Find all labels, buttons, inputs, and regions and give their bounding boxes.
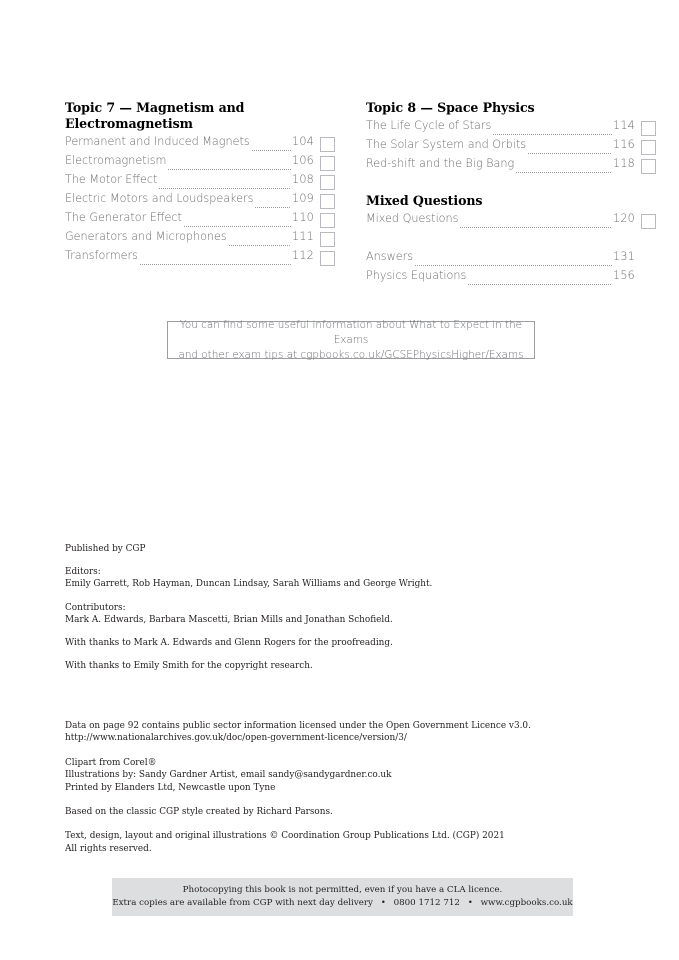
- toc-heading-topic-7: Topic 7 — Magnetism and Electromagnetism: [65, 100, 245, 132]
- toc-entry-checkbox[interactable]: [641, 140, 656, 155]
- copyright-statement: Text, design, layout and original illustrations © Coordination Group Publications Ltd. (CGP) 2021: [65, 831, 505, 842]
- toc-entry-checkbox[interactable]: [641, 121, 656, 136]
- editors-names: Emily Garrett, Rob Hayman, Duncan Lindsay, Sarah Williams and George Wright.: [65, 579, 433, 590]
- toc-entry-title: Electromagnetism: [65, 154, 167, 168]
- table-of-contents: [0, 100, 679, 300]
- toc-entry-title: The Solar System and Orbits: [366, 138, 527, 152]
- contributors-label: Contributors:: [65, 602, 126, 613]
- toc-entry-checkbox[interactable]: [320, 213, 335, 228]
- toc-entry-page-number: 110: [292, 211, 314, 225]
- banner-phone-number: 0800 1712 712: [393, 898, 460, 908]
- toc-column-right: [366, 100, 656, 288]
- toc-entry-checkbox[interactable]: [641, 214, 656, 229]
- toc-entry-list-mixed-questions: [366, 212, 656, 231]
- toc-entry[interactable]: [366, 212, 656, 231]
- exam-tips-box: [167, 318, 535, 361]
- toc-entry[interactable]: [366, 138, 656, 157]
- toc-entry[interactable]: [366, 250, 656, 269]
- toc-entry-page-number: 116: [613, 138, 635, 152]
- contributors-names: Mark A. Edwards, Barbara Mascetti, Brian Mills and Jonathan Schofield.: [65, 614, 393, 625]
- toc-entry-title: The Motor Effect: [65, 173, 158, 187]
- toc-entry-list-topic-7: [65, 135, 335, 268]
- banner-line-1: Photocopying this book is not permitted, even if you have a CLA licence.: [182, 885, 503, 895]
- toc-dot-leader: [252, 150, 291, 151]
- editors-label: Editors:: [65, 567, 101, 578]
- toc-entry-checkbox[interactable]: [320, 156, 335, 171]
- toc-entry-page-number: 111: [292, 230, 314, 244]
- toc-entry-page-number: 120: [613, 212, 635, 226]
- toc-entry-title: Generators and Microphones: [65, 230, 227, 244]
- banner-delivery-text: Extra copies are available from CGP with next day delivery: [112, 898, 373, 908]
- toc-entry-page-number: 114: [613, 119, 635, 133]
- toc-dot-leader: [468, 284, 612, 285]
- banner-separator-2: •: [467, 898, 473, 908]
- toc-entry-page-number: 108: [292, 173, 314, 187]
- production-group: [65, 757, 625, 794]
- toc-dot-leader: [516, 172, 612, 173]
- exam-tips-line-2: and other exam tips at cgpbooks.co.uk/GCSEPhysicsHigher/Exams: [178, 348, 524, 361]
- classic-style-group: [65, 806, 625, 818]
- toc-entry[interactable]: [65, 211, 335, 230]
- toc-entry-title: Red-shift and the Big Bang: [366, 157, 515, 171]
- printer-credit: Printed by Elanders Ltd, Newcastle upon Tyne: [65, 782, 276, 793]
- toc-entry[interactable]: [65, 192, 335, 211]
- toc-dot-leader: [528, 153, 612, 154]
- illustrations-credit: Illustrations by: Sandy Gardner Artist, email sandy@sandygardner.co.uk: [65, 770, 392, 781]
- toc-entry-checkbox[interactable]: [320, 194, 335, 209]
- clipart-credit: Clipart from Corel®: [65, 757, 157, 768]
- toc-entry-page-number: 156: [613, 269, 635, 283]
- contributors-group: [65, 602, 625, 626]
- open-government-licence-group: [65, 720, 625, 745]
- toc-entry-title: The Life Cycle of Stars: [366, 119, 492, 133]
- toc-entry[interactable]: [366, 157, 656, 176]
- toc-entry[interactable]: [65, 154, 335, 173]
- toc-entry[interactable]: [366, 119, 656, 138]
- publishing-details-block: [65, 720, 625, 855]
- toc-entry-list-topic-8: [366, 119, 656, 176]
- toc-dot-leader: [255, 207, 291, 208]
- toc-entry-page-number: 112: [292, 249, 314, 263]
- toc-entry-checkbox[interactable]: [641, 159, 656, 174]
- ogl-url: http://www.nationalarchives.gov.uk/doc/open-government-licence/version/3/: [65, 733, 407, 744]
- toc-entry-list-back-matter: [366, 250, 656, 288]
- toc-dot-leader: [229, 245, 291, 246]
- thanks-copyright: With thanks to Emily Smith for the copyright research.: [65, 661, 313, 672]
- toc-entry-title: Electric Motors and Loudspeakers: [65, 192, 254, 206]
- toc-entry-title: The Generator Effect: [65, 211, 182, 225]
- toc-dot-leader: [460, 227, 612, 228]
- published-by: Published by CGP: [65, 544, 146, 554]
- toc-spacer: [366, 231, 656, 250]
- toc-entry-page-number: 109: [292, 192, 314, 206]
- toc-entry-title: Answers: [366, 250, 414, 264]
- toc-entry-checkbox[interactable]: [320, 175, 335, 190]
- toc-entry-title: Physics Equations: [366, 269, 467, 283]
- rights-reserved: All rights reserved.: [65, 843, 152, 854]
- banner-separator-1: •: [380, 898, 386, 908]
- toc-entry-page-number: 106: [292, 154, 314, 168]
- toc-entry-checkbox[interactable]: [320, 251, 335, 266]
- toc-entry-title: Transformers: [65, 249, 138, 263]
- toc-entry-title: Mixed Questions: [366, 212, 459, 226]
- toc-heading-topic-8: Topic 8 — Space Physics: [366, 100, 535, 115]
- toc-column-left: [65, 100, 335, 268]
- credits-block: [65, 543, 625, 672]
- toc-heading-mixed-questions: Mixed Questions: [366, 193, 483, 209]
- toc-entry-checkbox[interactable]: [320, 137, 335, 152]
- toc-entry-page-number: 131: [613, 250, 635, 264]
- toc-entry[interactable]: [65, 230, 335, 249]
- toc-entry[interactable]: [65, 249, 335, 268]
- toc-entry[interactable]: [366, 269, 656, 288]
- toc-dot-leader: [415, 265, 612, 266]
- toc-dot-leader: [159, 188, 291, 189]
- toc-entry-checkbox[interactable]: [320, 232, 335, 247]
- toc-dot-leader: [184, 226, 291, 227]
- banner-line-2: [112, 897, 572, 910]
- exam-tips-line-1: You can find some useful information about What to Expect in the Exams: [179, 318, 523, 346]
- photocopying-notice-banner: [112, 878, 573, 916]
- toc-entry-page-number: 118: [613, 157, 635, 171]
- banner-website-url: www.cgpbooks.co.uk: [480, 898, 573, 908]
- thanks-proofreading: With thanks to Mark A. Edwards and Glenn Rogers for the proofreading.: [65, 638, 393, 649]
- toc-entry[interactable]: [65, 173, 335, 192]
- ogl-statement: Data on page 92 contains public sector information licensed under the Open Government Licence v3.0.: [65, 721, 531, 731]
- toc-entry-page-number: 104: [292, 135, 314, 149]
- editors-group: [65, 566, 625, 590]
- toc-entry[interactable]: [65, 135, 335, 154]
- toc-dot-leader: [493, 134, 612, 135]
- toc-entry-title: Permanent and Induced Magnets: [65, 135, 250, 149]
- classic-style-credit: Based on the classic CGP style created by Richard Parsons.: [65, 807, 333, 818]
- toc-dot-leader: [140, 264, 291, 265]
- copyright-group: [65, 830, 625, 855]
- toc-dot-leader: [168, 169, 291, 170]
